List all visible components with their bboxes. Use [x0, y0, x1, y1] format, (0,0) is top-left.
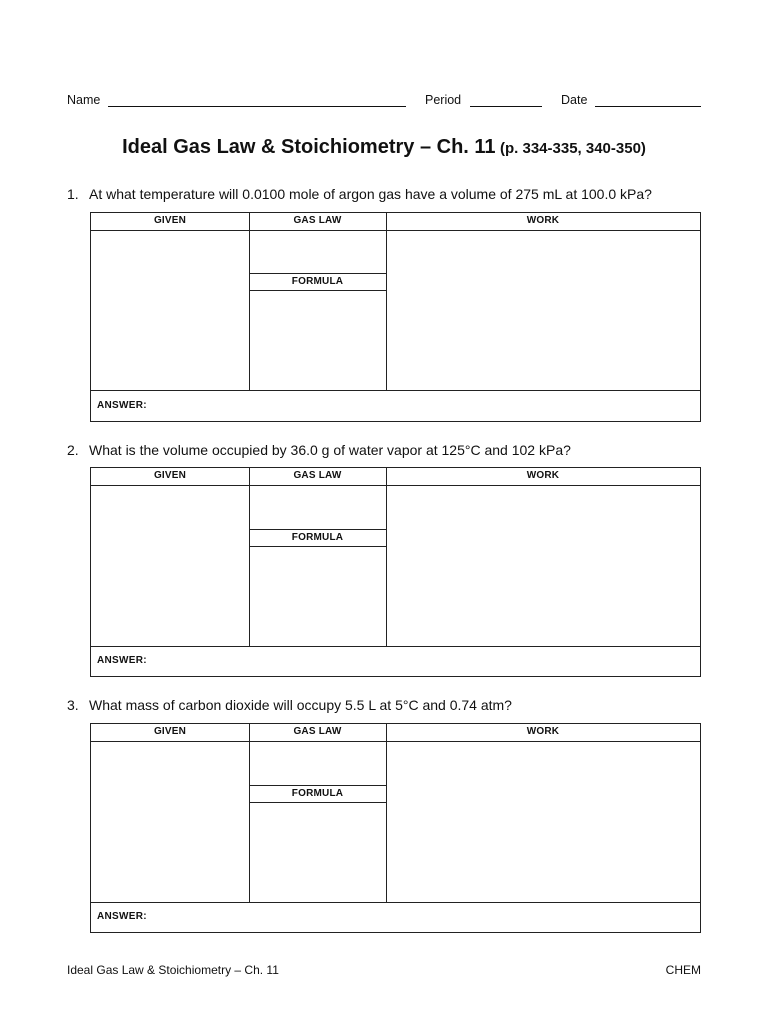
date-field[interactable]	[595, 106, 701, 107]
work-cell[interactable]	[387, 486, 700, 646]
answer-divider	[91, 646, 700, 647]
work-header: WORK	[526, 215, 560, 226]
period-label: Period	[425, 93, 462, 107]
answer-table-3	[90, 723, 701, 933]
answer-table-1	[90, 212, 701, 422]
gas-law-header: GAS LAW	[293, 726, 342, 737]
question-number: 1.	[67, 186, 79, 202]
answer-label: ANSWER:	[97, 400, 147, 411]
answer-divider	[91, 390, 700, 391]
gas-law-header: GAS LAW	[293, 470, 342, 481]
given-cell[interactable]	[91, 742, 249, 902]
work-header: WORK	[526, 726, 560, 737]
given-header: GIVEN	[153, 726, 187, 737]
question-2	[67, 442, 571, 458]
period-field[interactable]	[470, 106, 542, 107]
given-header: GIVEN	[153, 215, 187, 226]
work-cell[interactable]	[387, 742, 700, 902]
name-field[interactable]	[108, 106, 406, 107]
date-label: Date	[561, 93, 588, 107]
given-cell[interactable]	[91, 486, 249, 646]
formula-header: FORMULA	[291, 532, 344, 543]
gas-law-cell[interactable]	[249, 231, 386, 272]
formula-header: FORMULA	[291, 276, 344, 287]
answer-label: ANSWER:	[97, 655, 147, 666]
formula-cell[interactable]	[249, 803, 386, 902]
question-number: 3.	[67, 697, 79, 713]
title-main: Ideal Gas Law & Stoichiometry – Ch. 11	[122, 136, 496, 158]
formula-cell[interactable]	[249, 291, 386, 390]
gas-law-header: GAS LAW	[293, 215, 342, 226]
formula-cell[interactable]	[249, 547, 386, 646]
page-title	[0, 136, 768, 159]
gas-law-cell[interactable]	[249, 742, 386, 784]
answer-divider	[91, 902, 700, 903]
question-1	[67, 186, 652, 202]
question-number: 2.	[67, 442, 79, 458]
footer-left: Ideal Gas Law & Stoichiometry – Ch. 11	[67, 963, 279, 977]
question-text: At what temperature will 0.0100 mole of argon gas have a volume of 275 mL at 100.0 kPa?	[89, 186, 652, 202]
work-cell[interactable]	[387, 231, 700, 390]
question-text: What mass of carbon dioxide will occupy 5.5 L at 5°C and 0.74 atm?	[89, 697, 512, 713]
question-3	[67, 697, 512, 713]
student-info-row	[67, 93, 701, 109]
answer-label: ANSWER:	[97, 911, 147, 922]
work-header: WORK	[526, 470, 560, 481]
answer-table-2	[90, 467, 701, 677]
title-pages: (p. 334-335, 340-350)	[500, 140, 646, 157]
formula-header: FORMULA	[291, 788, 344, 799]
given-cell[interactable]	[91, 231, 249, 390]
gas-law-cell[interactable]	[249, 486, 386, 528]
given-header: GIVEN	[153, 470, 187, 481]
footer-right: CHEM	[665, 963, 701, 977]
name-label: Name	[67, 93, 101, 107]
question-text: What is the volume occupied by 36.0 g of water vapor at 125°C and 102 kPa?	[89, 442, 571, 458]
